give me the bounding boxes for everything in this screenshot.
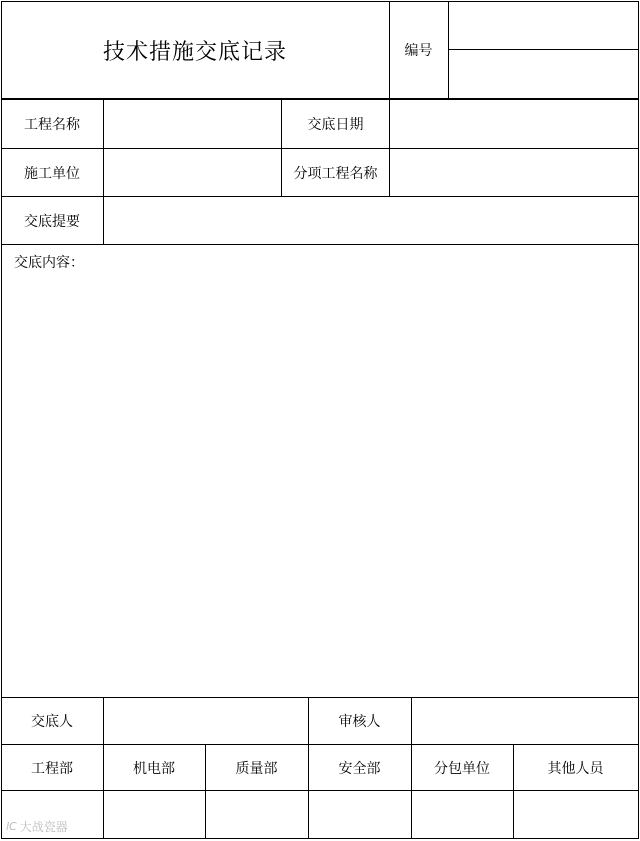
watermark-text: 大战瓷器 [19,820,68,834]
row-line-3 [1,244,639,245]
dept-electromechanical-label: 机电部 [133,760,175,777]
construction-unit-field[interactable] [104,149,281,196]
sign-field-others[interactable] [514,791,638,838]
number-field-bottom[interactable] [449,50,638,98]
dept-subcontractor-label: 分包单位 [434,760,490,777]
number-field-top[interactable] [449,2,638,49]
sign-field-safety[interactable] [309,791,411,838]
dept-others-label: 其他人员 [547,760,604,777]
form-title: 技术措施交底记录 [102,39,287,65]
watermark [6,818,68,835]
discloser-field[interactable] [104,698,308,744]
border-bottom [1,838,639,839]
disclosure-content-area[interactable] [2,272,638,696]
sub-project-name-field[interactable] [390,149,638,196]
disclosure-summary-label: 交底提要 [24,213,80,230]
sign-field-quality[interactable] [206,791,308,838]
project-name-label: 工程名称 [24,117,80,133]
project-name-field[interactable] [104,100,281,148]
dept-quality-label: 质量部 [235,760,278,777]
disclosure-content-label: 交底内容： [14,255,84,271]
sign-field-electromechanical[interactable] [104,791,205,838]
watermark-logo-icon: lC [6,820,17,833]
sign-field-subcontractor[interactable] [412,791,513,838]
disclosure-date-field[interactable] [390,100,638,148]
dept-engineering-label: 工程部 [31,760,73,777]
dept-safety-label: 安全部 [338,760,381,777]
disclosure-summary-field[interactable] [104,197,638,244]
disclosure-date-label: 交底日期 [307,117,364,133]
discloser-label: 交底人 [31,714,73,730]
border-right [638,1,639,839]
reviewer-field[interactable] [412,698,638,744]
sub-project-name-label: 分项工程名称 [293,165,378,182]
reviewer-label: 审核人 [338,714,381,730]
construction-unit-label: 施工单位 [24,165,80,182]
number-label: 编号 [404,43,433,59]
